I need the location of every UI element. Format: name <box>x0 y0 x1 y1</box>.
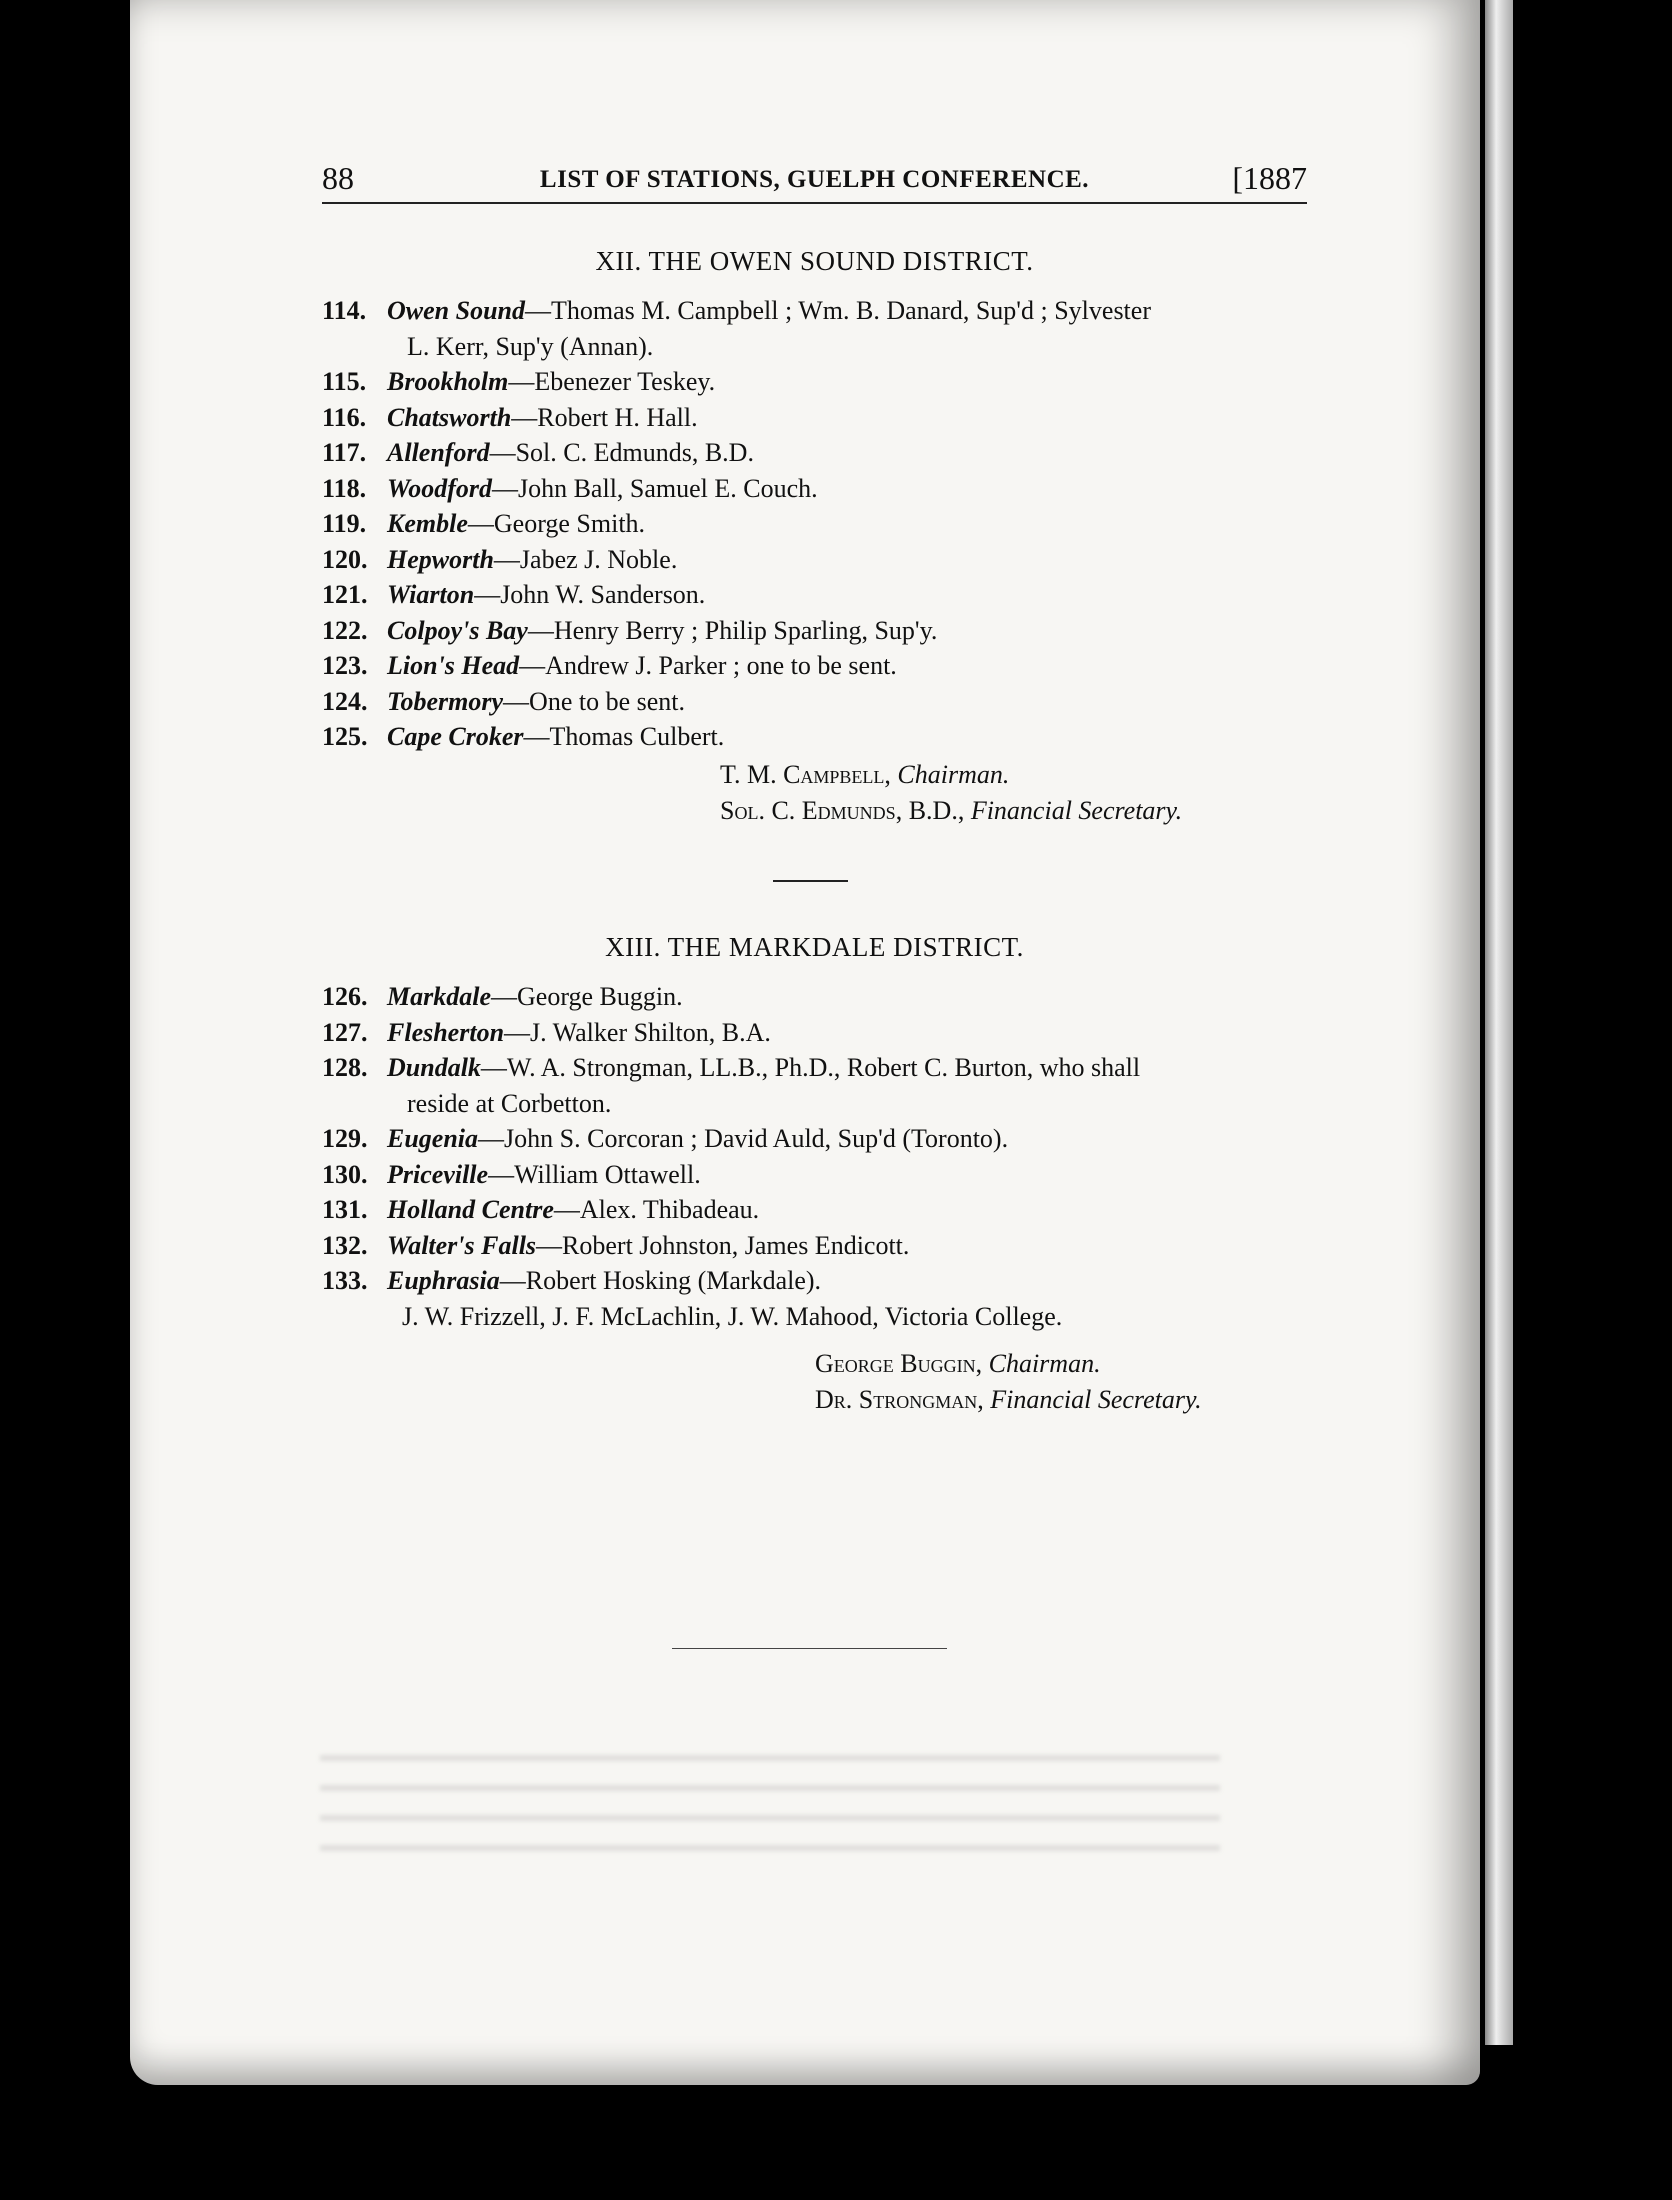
station-name: Markdale <box>387 982 491 1011</box>
secretary-name: Dr. Strongman, <box>815 1385 984 1414</box>
station-entry <box>322 648 1307 684</box>
station-entry <box>322 613 1307 649</box>
station-entry <box>322 577 1307 613</box>
station-name: Kemble <box>387 509 468 538</box>
station-ministers: —Sol. C. Edmunds, B.D. <box>489 438 754 467</box>
station-ministers: —John S. Corcoran ; David Auld, Sup'd (Toronto). <box>478 1124 1009 1153</box>
station-ministers: —George Smith. <box>467 509 646 538</box>
entry-number: 133. <box>322 1266 368 1295</box>
station-ministers: —Robert Johnston, James Endicott. <box>536 1230 910 1260</box>
station-entry <box>322 1121 1307 1157</box>
station-name: Eugenia <box>387 1124 479 1153</box>
section-divider <box>773 880 848 882</box>
entry-body <box>387 719 1307 755</box>
station-name: Owen Sound <box>387 296 525 325</box>
station-ministers: —J. Walker Shilton, B.A. <box>504 1017 771 1047</box>
station-ministers: —Thomas M. Campbell ; Wm. B. Danard, Sup'd ; Sylvester <box>525 296 1151 325</box>
running-header <box>322 160 1307 204</box>
entry-body <box>387 471 1307 507</box>
entry-body <box>387 293 1307 364</box>
entry-number: 121. <box>322 580 368 609</box>
entry-body <box>387 1228 1307 1264</box>
bleed-through <box>320 1755 1220 1875</box>
entry-number: 129. <box>322 1124 368 1153</box>
station-name: Tobermory <box>387 686 504 716</box>
additional-ministers: J. W. Frizzell, J. F. McLachlin, J. W. Mahood, Victoria College. <box>402 1301 1063 1331</box>
entry-number: 119. <box>322 509 367 538</box>
station-entry <box>322 1192 1307 1228</box>
chairman-role: Chairman. <box>897 760 1010 789</box>
entry-number: 132. <box>322 1230 368 1260</box>
entry-body <box>387 435 1307 471</box>
station-ministers: —George Buggin. <box>491 982 683 1011</box>
district-heading-markdale: XIII. THE MARKDALE DISTRICT. <box>605 932 1024 962</box>
station-entry <box>322 979 1307 1015</box>
station-ministers: —Robert H. Hall. <box>511 402 698 432</box>
entry-number: 131. <box>322 1195 368 1224</box>
owen-sound-station-list <box>322 293 1307 755</box>
station-name: Holland Centre <box>387 1195 554 1224</box>
entry-body <box>387 1050 1307 1121</box>
entry-body <box>387 1121 1307 1157</box>
entry-number: 116. <box>322 402 367 432</box>
station-entry <box>322 1015 1307 1051</box>
entry-continuation: L. Kerr, Sup'y (Annan). <box>407 331 654 361</box>
header-year: [1887 <box>1232 160 1307 196</box>
station-ministers: —One to be sent. <box>503 686 686 716</box>
entry-body <box>387 648 1307 684</box>
entry-body <box>387 684 1307 720</box>
page-edge <box>1485 0 1513 2045</box>
markdale-secretary <box>815 1382 1202 1418</box>
station-ministers: —John W. Sanderson. <box>474 580 706 609</box>
station-ministers: —William Ottawell. <box>488 1159 701 1189</box>
owen-sound-chairman <box>720 757 1009 793</box>
station-ministers: —W. A. Strongman, LL.B., Ph.D., Robert C. Burton, who shall <box>480 1053 1141 1082</box>
entry-body <box>387 506 1307 542</box>
station-entry <box>322 506 1307 542</box>
entry-number: 114. <box>322 296 367 325</box>
entry-number: 127. <box>322 1017 368 1047</box>
markdale-station-list <box>322 979 1307 1334</box>
running-title: LIST OF STATIONS, GUELPH CONFERENCE. <box>539 166 1090 193</box>
entry-body <box>387 613 1307 649</box>
entry-number: 128. <box>322 1053 368 1082</box>
entry-continuation: reside at Corbetton. <box>407 1088 612 1118</box>
station-name: Chatsworth <box>387 402 512 432</box>
station-ministers: —Henry Berry ; Philip Sparling, Sup'y. <box>527 615 938 645</box>
station-name: Dundalk <box>387 1053 481 1082</box>
station-ministers: —Thomas Culbert. <box>523 722 725 751</box>
chairman-role: Chairman. <box>988 1349 1101 1378</box>
entry-body <box>387 1157 1307 1193</box>
entry-number: 118. <box>322 473 367 503</box>
station-entry <box>322 400 1307 436</box>
station-name: Hepworth <box>387 544 494 574</box>
secretary-degree: B.D., <box>908 796 965 825</box>
station-entry <box>322 719 1307 755</box>
entry-number: 115. <box>322 367 367 396</box>
district-heading-owen-sound: XII. THE OWEN SOUND DISTRICT. <box>595 246 1034 276</box>
entry-number: 123. <box>322 651 368 680</box>
station-entry <box>322 293 1307 364</box>
page-number: 88 <box>322 160 354 196</box>
station-ministers: —Robert Hosking (Markdale). <box>499 1266 822 1295</box>
entry-body <box>387 400 1307 436</box>
station-entry <box>322 364 1307 400</box>
station-ministers: —John Ball, Samuel E. Couch. <box>491 473 818 503</box>
station-name: Priceville <box>387 1159 489 1189</box>
entry-body <box>387 1263 1307 1299</box>
station-entry <box>322 684 1307 720</box>
secretary-role: Financial Secretary. <box>990 1385 1202 1414</box>
entry-body <box>387 1015 1307 1051</box>
entry-body <box>387 542 1307 578</box>
station-entry <box>322 542 1307 578</box>
end-rule <box>672 1648 947 1649</box>
entry-body <box>387 577 1307 613</box>
entry-number: 122. <box>322 615 368 645</box>
chairman-name: T. M. Campbell, <box>720 760 891 789</box>
station-entry <box>322 1050 1307 1121</box>
secretary-name: Sol. C. Edmunds, <box>720 796 903 825</box>
entry-body <box>387 1192 1307 1228</box>
station-name: Brookholm <box>387 367 509 396</box>
entry-number: 120. <box>322 544 368 574</box>
entry-number: 126. <box>322 982 368 1011</box>
station-name: Wiarton <box>387 580 475 609</box>
secretary-role: Financial Secretary. <box>970 796 1183 825</box>
station-name: Euphrasia <box>387 1266 500 1295</box>
entry-number: 125. <box>322 722 368 751</box>
station-name: Cape Croker <box>387 722 524 751</box>
station-ministers: —Andrew J. Parker ; one to be sent. <box>519 651 897 680</box>
station-name: Lion's Head <box>387 651 520 680</box>
station-ministers: —Jabez J. Noble. <box>493 544 678 574</box>
station-name: Allenford <box>387 438 490 467</box>
owen-sound-secretary <box>720 793 1182 829</box>
station-entry <box>322 471 1307 507</box>
station-ministers: —Ebenezer Teskey. <box>508 367 716 396</box>
station-entry <box>322 1263 1307 1299</box>
chairman-name: George Buggin, <box>815 1349 983 1378</box>
markdale-chairman <box>815 1346 1101 1382</box>
entry-number: 117. <box>322 438 367 467</box>
entry-body <box>387 979 1307 1015</box>
station-entry <box>322 1157 1307 1193</box>
station-ministers: —Alex. Thibadeau. <box>553 1195 760 1224</box>
station-entry <box>322 1228 1307 1264</box>
entry-number: 124. <box>322 686 368 716</box>
entry-number: 130. <box>322 1159 368 1189</box>
station-name: Woodford <box>387 473 492 503</box>
entry-body <box>387 364 1307 400</box>
station-entry <box>322 435 1307 471</box>
station-name: Flesherton <box>387 1017 505 1047</box>
station-name: Walter's Falls <box>387 1230 537 1260</box>
station-name: Colpoy's Bay <box>387 615 528 645</box>
